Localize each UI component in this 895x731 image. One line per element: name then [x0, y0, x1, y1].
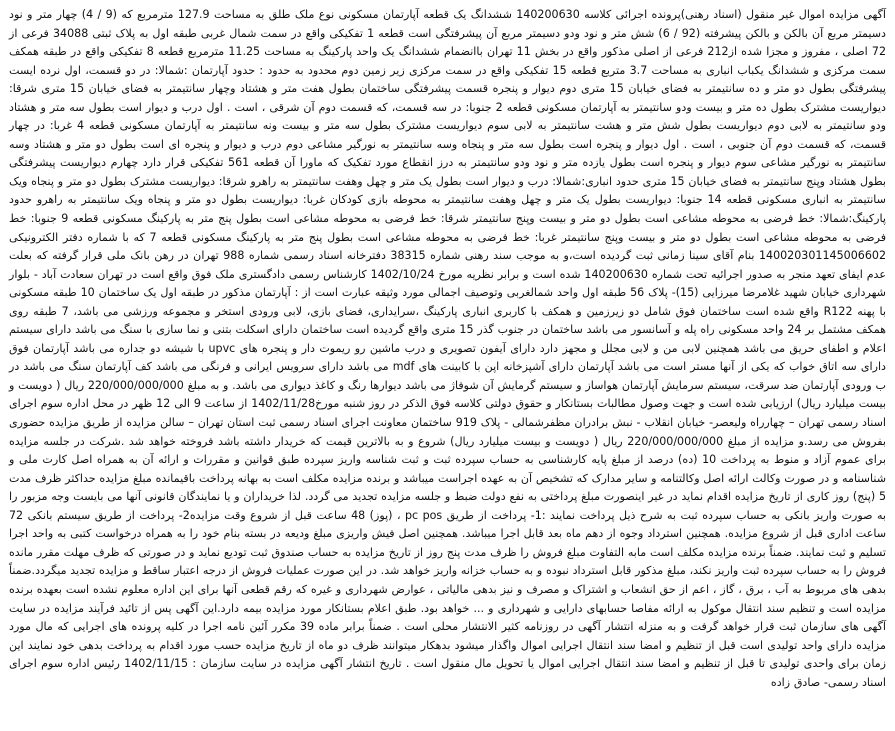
notice-body: ششدانگ یک قطعه آپارتمان مسکونی نوع ملک طلق به مساحت 127.9 مترمربع که (9 / 4) چهار متر و نود دسیمتر مربع آن بالکن و بالکن پیشرفته (92 / 6) شش متر و نود ودو دسیمتر مربع آن پیشرفتگی است قطعه 1 تفکیکی واقع در سمت شمال غربی طبقه اول به پلاک ثبتی 34088 فرعی از 72 اصلی ، مفروز و مجزا شده از212 فرعی از اصلی مذکور واقع در بخش 11 تهران باانضمام ششدانگ یک واحد پارکینگ به مساحت 11.25 مترمربع قطعه 8 تفکیکی واقع در طبقه همکف سمت مرکزی و ششدانگ یکباب انباری به مساحت 3.7 متربع قطعه 15 تفکیکی واقع در سمت مرکزی زیر زمین دوم محدود به حدود : حدود آپارتمان :شمالا: در دو قسمت، اول نرده ایست پیشرفتگی بطول دو متر و ده سانتیمتر به فضای خیابان 15 متری دوم دیوار و پنجره قسمت پیشرفتگی ساختمان بطول هفت متر و هشتاد وچهار سانتیمتر به فضای خیابان 15 متری شرقا: دیواریست مشترک بطول ده متر و بیست ودو سانتیمتر به آپارتمان مسکونی قطعه 2 جنوبا: در سه قسمت، که قسمت دوم آن شرقی ، است . اول درب و دیوار است بطول سه متر و هشتاد ودو سانتیمتر به لابی دوم دیواریست بطول شش متر و هشت سانتیمتر به لابی سوم دیواریست مشترک بطول سه متر و بیست ونه سانتیمتر به آپارتمان مسکونی قطعه 4 غربا: در چهار قسمت، که قسمت دوم آن جنوبی ، است . اول دیوار و پنجره است بطول سه متر و پنجاه وسه سانتیمتر به نورگیر مشاعی دوم درب و دیوار و پنجره ای است بطول دو متر و هشتاد وسه سانتیمتر به نورگیر مشاعی سوم دیوار و پنجره است بطول یازده متر و نود ودو سانتیمتر به درز انقطاع مورد تفکیک که ماورا آن قطعه 561 تفکیکی قرار دارد چهارم دیواریست پیشرفتگی بطول هشتاد وپنج سانتیمتر به فضای خیابان 15 متری حدود انباری:شمالا: درب و دیوار است بطول یک متر و چهل وهفت سانتیمتر به راهرو شرقا: دیواریست مشترک بطول دو متر و پنجاه ویک سانتیمتر به انباری مسکونی قطعه 14 جنوبا: دیواریست بطول یک متر و چهل وهفت سانتیمتر به محوطه بازی کودکان غربا: دیواریست بطول دو متر و پنجاه ویک سانتیمتر به راهرو حدود پارکینگ:شمالا: خط فرضی به محوطه مشاعی است بطول دو متر و بیست وپنج سانتیمتر شرقا: خط فرضی به محوطه مشاعی است بطول پنج متر به پارکینگ مسکونی قطعه 9 جنوبا: خط فرضی به محوطه مشاعی است بطول دو متر و بیست وپنج سانتیمتر غربا: خط فرضی به محوطه مشاعی است بطول پنج متر به پارکینگ مسکونی قطعه 7 که با شماره دفتر الکترونیکی 140020301145006602 بنام آقای سینا زمانی ثبت گردیده است،و به موجب سند رهنی شماره 38315 دفترخانه اسناد رسمی شماره 988 تهران در رهن بانک ملی قرار گرفته که بعلت عدم ایفای تعهد منجر به صدور اجرائیه تحت شماره 140200630 شده است و برابر نظریه مورخ 1402/10/24 کارشناس رسمی دادگستری ملک فوق واقع است در تهران سعادت آباد - بلوار شهرداری خیابان شهید غلامرضا میرزایی (15)- پلاک 56 طبقه اول واحد شمالغربی وتوصیف اجمالی مورد وثیقه عبارت است از : آپارتمان مذکور در طبقه اول یک ساختمان 10 طبقه مسکونی با پهنه R122 واقع شده است ساختمان فوق شامل دو زیرزمین و همکف با کاربری انباری پارکینگ ،سرایداری، فضای بازی، لابی ورودی استخر و مجموعه ورزشی می باشد، 7 طبقه روی همکف مشتمل بر 24 واحد مسکونی راه پله و آسانسور می باشد ساختمان در جنوب گذر 15 متری واقع گردیده است ساختمان دارای اسکلت بتنی و نما سازی با سنگ می باشد دارای سیستم اعلام و اطفای حریق می باشد همچنین لابی من و لابی مجلل و مجهز دارد دارای آیفون تصویری و درب ماشین رو ریموت دار و پنجره های upvc با شیشه دو جداره می باشد آپارتمان فوق دارای سه اتاق خواب که یکی از آنها مستر است می باشد آپارتمان دارای آشپزخانه اپن با کابینت های mdf می باشد دارای سرویس ایرانی و فرنگی می باشد کف آپارتمان سنگ می باشد در ب ورودی آپارتمان ضد سرقت، سیستم سرمایش آپارتمان هواساز و سیستم گرمایش آن شوفاژ می باشد دیوارها رنگ و کاغذ دیواری می باشد. و به مبلغ 220/000/000/000 ریال ( دویست و بیست میلیارد ریال) ارزیابی شده است و جهت وصول مطالبات بستانکار و حقوق دولتی کلاسه فوق الذکر در روز شنبه مورخ1402/11/28 از ساعت 9 الی 12 ظهر در محل اداره سوم اجرای اسناد رسمی تهران – چهارراه ولیعصر- خیابان انقلاب - نبش برادران مظفرشمالی - پلاک 919 ساختمان معاونت اجرای اسناد رسمی ثبت استان تهران – سالن مزایده از طریق مزایده حضوری بفروش می رسد.و مزایده از مبلغ 220/000/000/000 ریال ( دویست و بیست میلیارد ریال) شروع و به بالاترین قیمت که خریدار داشته باشد فروخته خواهد شد .شرکت در جلسه مزایده برای عموم آزاد و منوط به پرداخت 10 (ده) درصد از مبلغ پایه کارشناسی به حساب سپرده ثبت و ثبت شناسه واریز سپرده طبق قوانین و مقررات و ارائه آن به همراه اصل کارت ملی و شناسنامه و در صورت وکالت ارائه اصل وکالتنامه و سایر مدارک که تشخیص آن به عهده اجراست میباشد و برنده مزایده مکلف است به بهانه پرداخت باقیمانده مبلغ مزایده حداکثر ظرف مدت 5 (پنج) روز کاری از تاریخ مزایده اقدام نماید در غیر اینصورت مبلغ پرداختی به نفع دولت ضبط و جلسه مزایده تجدید می گردد. لذا خریداران و یا نمایندگان قانونی آنها می بایست وجه مزبور را به صورت واریز بانکی به حساب سپرده ثبت به شرح ذیل پرداخت نمایند :1- پرداخت از طریق pc pos ، (پوز) 48 ساعت قبل از شروع وقت مزایده2- پرداخت از طریق سیستم بانکی 72 ساعت اداری قبل از شروع مزایده. همچنین استرداد وجوه از دهم ماه بعد قابل اجرا میباشد. همچنین اصل فیش واریزی مبلغ ودیعه در بسته بنام خود را به همراه درخواست کتبی به واحد اجرا تسلیم و ثبت نمایند. ضمناً برنده مزایده مکلف است مابه التفاوت مبلغ فروش را ظرف مدت پنج روز از تاریخ مزایده به حساب صندوق ثبت تودیع نماید و در صورتی که ظرف مهلت مقرر مانده فروش را به حساب سپرده ثبت واریز نکند، مبلغ مذکور قابل استرداد نبوده و به حساب خزانه واریز خواهد شد. در این صورت عملیات فروش از درجه اعتبار ساقط و مزایده تجدید میگردد.ضمناً بدهی های مربوط به آب ، برق ، گاز ، اعم از حق انشعاب و اشتراک و مصرف و نیز بدهی مالیاتی ، عوارض شهرداری و غیره که رقم قطعی آنها برای این اداره معلوم نشده است بعهده برنده مزایده است و تنظیم سند انتقال موکول به ارائه مفاصا حسابهای دارایی و شهرداری و ... خواهد بود. طبق اعلام بستانکار مورد مزایده بیمه دارد.این آگهی پس از تائید فرآیند مزایده در سایت آگهی های سازمان ثبت قرار خواهد گرفت و به منزله انتشار آگهی در روزنامه کثیر الانتشار محلی است . ضمناً برابر ماده 39 مکرر آئین نامه اجرا در کلیه پرونده های اجرایی که مال مورد مزایده دارای واحد تولیدی است قبل از تنظیم و امضا سند انتقال اجرایی اموال واگذار میشود بدهکار میتوانند ظرف دو ماه از تاریخ مزایده حسب مورد اقدام به پرداخت بدهی خود نمایند این زمان برای واحدی تولیدی تا قبل از تنظیم و امضا سند انتقال اجرایی اموال یا تحویل مال منقول است . تاریخ انتشار آگهی مزایده در سایت سازمان :	[9, 8, 887, 671]
publish-date: 1402/11/15	[124, 657, 189, 671]
signature: رئیس اداره سوم اجرای اسناد رسمی- صادق زاده	[9, 657, 886, 689]
notice-title: آگهی مزایده اموال غیر منقول (اسناد رهنی)پرونده اجرائی کلاسه 140200630	[516, 8, 887, 21]
